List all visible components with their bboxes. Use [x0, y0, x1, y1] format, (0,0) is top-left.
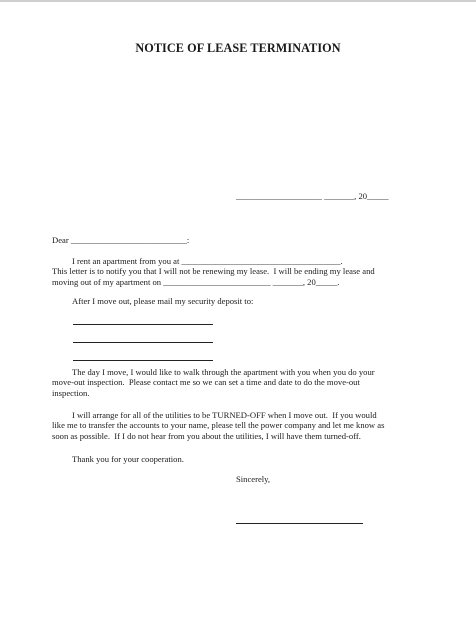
address-line-1	[73, 324, 213, 325]
page-top-border	[0, 0, 476, 2]
paragraph-1-line-2: This letter is to notify you that I will not be renewing my lease. I will be ending my lease and	[52, 266, 375, 276]
paragraph-3-line-2: move-out inspection. Please contact me so we can set a time and date to do the move-out	[52, 377, 360, 387]
paragraph-2: After I move out, please mail my security deposit to:	[72, 296, 254, 306]
address-line-3	[73, 360, 213, 361]
paragraph-1-line-1: I rent an apartment from you at _____________________________________.	[72, 256, 343, 266]
paragraph-4-line-3: soon as possible. If I do not hear from you about the utilities, I will have them turned-off.	[52, 431, 361, 441]
paragraph-3-line-1: The day I move, I would like to walk through the apartment with you when you do your	[72, 367, 375, 377]
address-line-2	[73, 342, 213, 343]
paragraph-1-line-3: moving out of my apartment on _________________________ _______, 20_____.	[52, 277, 340, 287]
date-line: ____________________ _______, 20_____	[236, 191, 389, 201]
document-title: NOTICE OF LEASE TERMINATION	[135, 41, 341, 55]
closing: Sincerely,	[236, 474, 271, 484]
paragraph-4-line-1: I will arrange for all of the utilities to be TURNED-OFF when I move out. If you would	[72, 410, 377, 420]
signature-line	[236, 523, 363, 524]
paragraph-3-line-3: inspection.	[52, 388, 90, 398]
paragraph-5: Thank you for your cooperation.	[72, 454, 184, 464]
paragraph-4-line-2: like me to transfer the accounts to your name, please tell the power company and let me know as	[52, 420, 385, 430]
salutation: Dear ___________________________:	[52, 235, 190, 245]
